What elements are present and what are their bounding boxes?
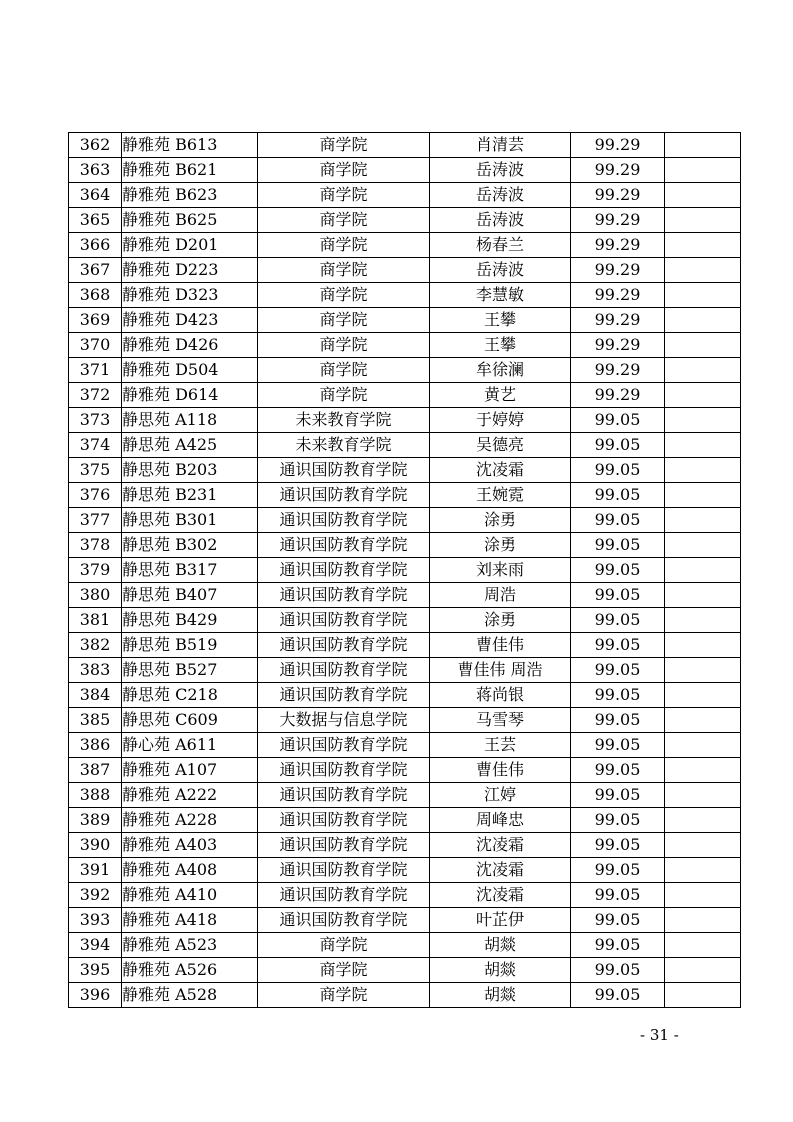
table-row	[69, 383, 741, 408]
row-number-cell: 369	[69, 308, 122, 333]
mentor-cell: 岳涛波	[430, 183, 571, 208]
score-cell: 99.05	[571, 558, 665, 583]
row-number-cell: 394	[69, 933, 122, 958]
score-cell: 99.05	[571, 733, 665, 758]
room-cell: 静雅苑 A107	[122, 758, 258, 783]
row-number-cell: 385	[69, 708, 122, 733]
room-cell: 静思苑 C609	[122, 708, 258, 733]
college-cell: 通识国防教育学院	[258, 858, 430, 883]
room-cell: 静雅苑 B623	[122, 183, 258, 208]
score-cell: 99.05	[571, 758, 665, 783]
score-cell: 99.05	[571, 983, 665, 1008]
mentor-cell: 胡燚	[430, 958, 571, 983]
mentor-cell: 李慧敏	[430, 283, 571, 308]
room-cell: 静思苑 B317	[122, 558, 258, 583]
mentor-cell: 涂勇	[430, 533, 571, 558]
mentor-cell: 王攀	[430, 308, 571, 333]
score-cell: 99.05	[571, 683, 665, 708]
note-cell	[665, 233, 741, 258]
college-cell: 通识国防教育学院	[258, 483, 430, 508]
score-cell: 99.05	[571, 408, 665, 433]
row-number-cell: 388	[69, 783, 122, 808]
table-row	[69, 408, 741, 433]
mentor-cell: 黄艺	[430, 383, 571, 408]
mentor-cell: 马雪琴	[430, 708, 571, 733]
room-cell: 静雅苑 A410	[122, 883, 258, 908]
note-cell	[665, 433, 741, 458]
table-row	[69, 558, 741, 583]
score-cell: 99.29	[571, 333, 665, 358]
room-cell: 静思苑 B429	[122, 608, 258, 633]
room-cell: 静雅苑 A403	[122, 833, 258, 858]
room-cell: 静雅苑 A228	[122, 808, 258, 833]
table-row	[69, 833, 741, 858]
room-cell: 静思苑 B407	[122, 583, 258, 608]
mentor-cell: 曹佳伟	[430, 633, 571, 658]
table-row	[69, 208, 741, 233]
table-row	[69, 308, 741, 333]
row-number-cell: 391	[69, 858, 122, 883]
row-number-cell: 374	[69, 433, 122, 458]
row-number-cell: 389	[69, 808, 122, 833]
score-cell: 99.05	[571, 833, 665, 858]
note-cell	[665, 133, 741, 158]
college-cell: 通识国防教育学院	[258, 883, 430, 908]
mentor-cell: 王芸	[430, 733, 571, 758]
note-cell	[665, 183, 741, 208]
row-number-cell: 380	[69, 583, 122, 608]
room-cell: 静心苑 A611	[122, 733, 258, 758]
mentor-cell: 曹佳伟 周浩	[430, 658, 571, 683]
table-row	[69, 908, 741, 933]
note-cell	[665, 158, 741, 183]
row-number-cell: 379	[69, 558, 122, 583]
row-number-cell: 390	[69, 833, 122, 858]
college-cell: 通识国防教育学院	[258, 633, 430, 658]
mentor-cell: 王婉霓	[430, 483, 571, 508]
college-cell: 通识国防教育学院	[258, 583, 430, 608]
table-row	[69, 733, 741, 758]
room-cell: 静思苑 A118	[122, 408, 258, 433]
mentor-cell: 叶芷伊	[430, 908, 571, 933]
score-cell: 99.05	[571, 883, 665, 908]
note-cell	[665, 683, 741, 708]
table-row	[69, 608, 741, 633]
college-cell: 通识国防教育学院	[258, 683, 430, 708]
room-cell: 静思苑 B203	[122, 458, 258, 483]
note-cell	[665, 558, 741, 583]
room-cell: 静雅苑 B621	[122, 158, 258, 183]
note-cell	[665, 358, 741, 383]
score-cell: 99.05	[571, 908, 665, 933]
note-cell	[665, 783, 741, 808]
score-cell: 99.29	[571, 358, 665, 383]
note-cell	[665, 508, 741, 533]
score-cell: 99.05	[571, 708, 665, 733]
mentor-cell: 岳涛波	[430, 158, 571, 183]
score-cell: 99.05	[571, 483, 665, 508]
note-cell	[665, 883, 741, 908]
note-cell	[665, 583, 741, 608]
college-cell: 通识国防教育学院	[258, 508, 430, 533]
table-row	[69, 808, 741, 833]
room-cell: 静思苑 B519	[122, 633, 258, 658]
room-cell: 静思苑 B301	[122, 508, 258, 533]
row-number-cell: 384	[69, 683, 122, 708]
score-cell: 99.29	[571, 183, 665, 208]
table-row	[69, 433, 741, 458]
mentor-cell: 沈凌霜	[430, 458, 571, 483]
table-row	[69, 708, 741, 733]
row-number-cell: 383	[69, 658, 122, 683]
score-cell: 99.29	[571, 283, 665, 308]
room-cell: 静雅苑 D223	[122, 258, 258, 283]
mentor-cell: 刘来雨	[430, 558, 571, 583]
row-number-cell: 376	[69, 483, 122, 508]
room-cell: 静思苑 A425	[122, 433, 258, 458]
college-cell: 通识国防教育学院	[258, 758, 430, 783]
college-cell: 通识国防教育学院	[258, 808, 430, 833]
row-number-cell: 396	[69, 983, 122, 1008]
room-cell: 静思苑 B302	[122, 533, 258, 558]
score-cell: 99.05	[571, 858, 665, 883]
college-cell: 商学院	[258, 308, 430, 333]
row-number-cell: 366	[69, 233, 122, 258]
college-cell: 通识国防教育学院	[258, 533, 430, 558]
note-cell	[665, 533, 741, 558]
table-row	[69, 883, 741, 908]
mentor-cell: 杨春兰	[430, 233, 571, 258]
mentor-cell: 沈凌霜	[430, 833, 571, 858]
mentor-cell: 江婷	[430, 783, 571, 808]
mentor-cell: 周浩	[430, 583, 571, 608]
college-cell: 商学院	[258, 183, 430, 208]
row-number-cell: 365	[69, 208, 122, 233]
table-row	[69, 258, 741, 283]
row-number-cell: 377	[69, 508, 122, 533]
note-cell	[665, 333, 741, 358]
note-cell	[665, 933, 741, 958]
room-cell: 静雅苑 A408	[122, 858, 258, 883]
mentor-cell: 岳涛波	[430, 258, 571, 283]
note-cell	[665, 308, 741, 333]
room-cell: 静思苑 B231	[122, 483, 258, 508]
college-cell: 通识国防教育学院	[258, 833, 430, 858]
mentor-cell: 涂勇	[430, 608, 571, 633]
room-cell: 静思苑 B527	[122, 658, 258, 683]
mentor-cell: 沈凌霜	[430, 883, 571, 908]
college-cell: 商学院	[258, 333, 430, 358]
note-cell	[665, 833, 741, 858]
room-cell: 静雅苑 D201	[122, 233, 258, 258]
row-number-cell: 371	[69, 358, 122, 383]
mentor-cell: 周峰忠	[430, 808, 571, 833]
score-cell: 99.05	[571, 458, 665, 483]
row-number-cell: 363	[69, 158, 122, 183]
score-cell: 99.05	[571, 608, 665, 633]
college-cell: 商学院	[258, 983, 430, 1008]
table-row	[69, 933, 741, 958]
college-cell: 通识国防教育学院	[258, 733, 430, 758]
room-cell: 静雅苑 D423	[122, 308, 258, 333]
college-cell: 通识国防教育学院	[258, 908, 430, 933]
table-row	[69, 758, 741, 783]
college-cell: 商学院	[258, 958, 430, 983]
table-row	[69, 133, 741, 158]
note-cell	[665, 283, 741, 308]
room-cell: 静雅苑 D504	[122, 358, 258, 383]
score-cell: 99.05	[571, 633, 665, 658]
note-cell	[665, 908, 741, 933]
table-row	[69, 508, 741, 533]
mentor-cell: 胡燚	[430, 983, 571, 1008]
room-cell: 静雅苑 A222	[122, 783, 258, 808]
room-cell: 静思苑 C218	[122, 683, 258, 708]
table-row	[69, 458, 741, 483]
page-number: - 31 -	[640, 1026, 679, 1044]
row-number-cell: 375	[69, 458, 122, 483]
table-row	[69, 233, 741, 258]
college-cell: 商学院	[258, 158, 430, 183]
dormitory-ranking-table	[68, 132, 741, 1008]
college-cell: 通识国防教育学院	[258, 608, 430, 633]
score-cell: 99.05	[571, 508, 665, 533]
score-cell: 99.05	[571, 958, 665, 983]
row-number-cell: 362	[69, 133, 122, 158]
table-row	[69, 533, 741, 558]
room-cell: 静雅苑 A523	[122, 933, 258, 958]
row-number-cell: 373	[69, 408, 122, 433]
row-number-cell: 393	[69, 908, 122, 933]
table-row	[69, 983, 741, 1008]
score-cell: 99.05	[571, 933, 665, 958]
college-cell: 商学院	[258, 383, 430, 408]
row-number-cell: 387	[69, 758, 122, 783]
score-cell: 99.29	[571, 133, 665, 158]
note-cell	[665, 208, 741, 233]
college-cell: 商学院	[258, 133, 430, 158]
score-cell: 99.05	[571, 433, 665, 458]
score-cell: 99.29	[571, 233, 665, 258]
score-cell: 99.05	[571, 658, 665, 683]
table-row	[69, 583, 741, 608]
mentor-cell: 胡燚	[430, 933, 571, 958]
room-cell: 静雅苑 D614	[122, 383, 258, 408]
note-cell	[665, 483, 741, 508]
row-number-cell: 386	[69, 733, 122, 758]
mentor-cell: 涂勇	[430, 508, 571, 533]
note-cell	[665, 808, 741, 833]
room-cell: 静雅苑 A526	[122, 958, 258, 983]
college-cell: 未来教育学院	[258, 433, 430, 458]
row-number-cell: 368	[69, 283, 122, 308]
mentor-cell: 岳涛波	[430, 208, 571, 233]
college-cell: 大数据与信息学院	[258, 708, 430, 733]
note-cell	[665, 858, 741, 883]
row-number-cell: 395	[69, 958, 122, 983]
note-cell	[665, 958, 741, 983]
college-cell: 商学院	[258, 208, 430, 233]
college-cell: 商学院	[258, 933, 430, 958]
college-cell: 商学院	[258, 358, 430, 383]
table-body	[69, 133, 741, 1008]
row-number-cell: 370	[69, 333, 122, 358]
table-row	[69, 183, 741, 208]
college-cell: 通识国防教育学院	[258, 558, 430, 583]
room-cell: 静雅苑 D426	[122, 333, 258, 358]
mentor-cell: 于婷婷	[430, 408, 571, 433]
room-cell: 静雅苑 A528	[122, 983, 258, 1008]
table-row	[69, 958, 741, 983]
row-number-cell: 381	[69, 608, 122, 633]
score-cell: 99.05	[571, 533, 665, 558]
note-cell	[665, 758, 741, 783]
table-row	[69, 283, 741, 308]
score-cell: 99.29	[571, 383, 665, 408]
room-cell: 静雅苑 D323	[122, 283, 258, 308]
table-row	[69, 658, 741, 683]
mentor-cell: 牟徐澜	[430, 358, 571, 383]
mentor-cell: 蒋尚银	[430, 683, 571, 708]
table-row	[69, 483, 741, 508]
note-cell	[665, 658, 741, 683]
room-cell: 静雅苑 A418	[122, 908, 258, 933]
score-cell: 99.29	[571, 258, 665, 283]
score-cell: 99.29	[571, 208, 665, 233]
score-cell: 99.05	[571, 808, 665, 833]
room-cell: 静雅苑 B613	[122, 133, 258, 158]
mentor-cell: 吴德亮	[430, 433, 571, 458]
row-number-cell: 367	[69, 258, 122, 283]
college-cell: 通识国防教育学院	[258, 783, 430, 808]
row-number-cell: 378	[69, 533, 122, 558]
college-cell: 通识国防教育学院	[258, 458, 430, 483]
row-number-cell: 392	[69, 883, 122, 908]
score-cell: 99.29	[571, 158, 665, 183]
note-cell	[665, 983, 741, 1008]
mentor-cell: 王攀	[430, 333, 571, 358]
mentor-cell: 曹佳伟	[430, 758, 571, 783]
college-cell: 商学院	[258, 283, 430, 308]
note-cell	[665, 633, 741, 658]
college-cell: 通识国防教育学院	[258, 658, 430, 683]
table-row	[69, 783, 741, 808]
mentor-cell: 沈凌霜	[430, 858, 571, 883]
note-cell	[665, 258, 741, 283]
college-cell: 商学院	[258, 233, 430, 258]
score-cell: 99.05	[571, 583, 665, 608]
note-cell	[665, 383, 741, 408]
note-cell	[665, 408, 741, 433]
score-cell: 99.29	[571, 308, 665, 333]
room-cell: 静雅苑 B625	[122, 208, 258, 233]
row-number-cell: 372	[69, 383, 122, 408]
table-row	[69, 358, 741, 383]
table-row	[69, 683, 741, 708]
mentor-cell: 肖清芸	[430, 133, 571, 158]
table-row	[69, 333, 741, 358]
score-cell: 99.05	[571, 783, 665, 808]
row-number-cell: 382	[69, 633, 122, 658]
note-cell	[665, 708, 741, 733]
table-row	[69, 158, 741, 183]
row-number-cell: 364	[69, 183, 122, 208]
table-row	[69, 858, 741, 883]
note-cell	[665, 608, 741, 633]
table-row	[69, 633, 741, 658]
college-cell: 商学院	[258, 258, 430, 283]
note-cell	[665, 733, 741, 758]
college-cell: 未来教育学院	[258, 408, 430, 433]
note-cell	[665, 458, 741, 483]
